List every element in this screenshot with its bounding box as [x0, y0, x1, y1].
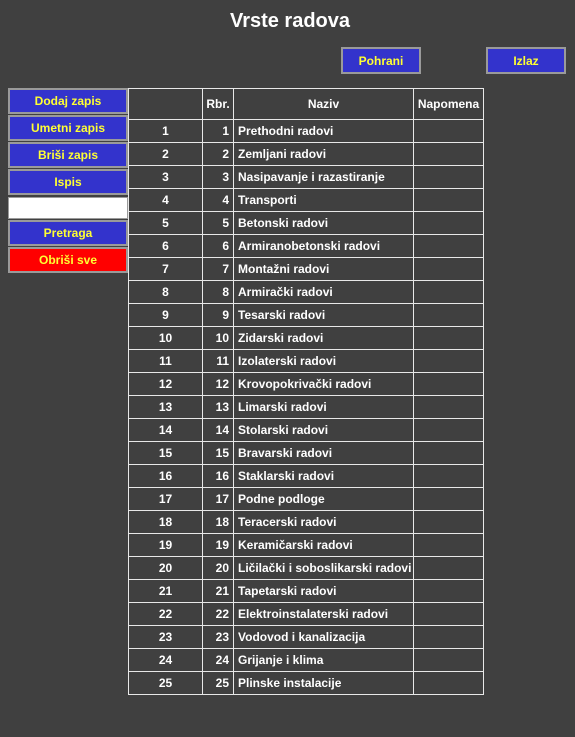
search-input[interactable]: [8, 197, 128, 219]
cell-id[interactable]: 3: [129, 166, 203, 189]
cell-napomena[interactable]: [414, 143, 484, 166]
cell-rbr[interactable]: 7: [203, 258, 234, 281]
table-header-row: [129, 89, 484, 120]
table-row[interactable]: [129, 626, 484, 649]
cell-id[interactable]: 19: [129, 534, 203, 557]
cell-rbr[interactable]: 1: [203, 120, 234, 143]
cell-rbr[interactable]: 16: [203, 465, 234, 488]
cell-id[interactable]: 17: [129, 488, 203, 511]
cell-rbr[interactable]: 22: [203, 603, 234, 626]
cell-rbr[interactable]: 8: [203, 281, 234, 304]
cell-id[interactable]: 13: [129, 396, 203, 419]
cell-napomena[interactable]: [414, 281, 484, 304]
cell-napomena[interactable]: [414, 396, 484, 419]
table-row[interactable]: [129, 304, 484, 327]
cell-napomena[interactable]: [414, 649, 484, 672]
cell-napomena[interactable]: [414, 258, 484, 281]
table-row[interactable]: [129, 373, 484, 396]
cell-napomena[interactable]: [414, 557, 484, 580]
cell-napomena[interactable]: [414, 189, 484, 212]
cell-naziv[interactable]: Armirački radovi: [234, 281, 414, 304]
search-button[interactable]: Pretraga: [8, 220, 128, 246]
cell-naziv[interactable]: Ličilački i soboslikarski radovi: [234, 557, 414, 580]
cell-napomena[interactable]: [414, 465, 484, 488]
cell-id[interactable]: 6: [129, 235, 203, 258]
cell-napomena[interactable]: [414, 327, 484, 350]
cell-napomena[interactable]: [414, 534, 484, 557]
cell-naziv[interactable]: Zidarski radovi: [234, 327, 414, 350]
cell-id[interactable]: 1: [129, 120, 203, 143]
table-row[interactable]: [129, 143, 484, 166]
column-header-id: [129, 89, 203, 120]
cell-napomena[interactable]: [414, 442, 484, 465]
table-body: [129, 120, 484, 695]
table-row[interactable]: [129, 557, 484, 580]
table-row[interactable]: [129, 419, 484, 442]
cell-id[interactable]: 5: [129, 212, 203, 235]
table-row[interactable]: [129, 649, 484, 672]
cell-napomena[interactable]: [414, 212, 484, 235]
cell-id[interactable]: 20: [129, 557, 203, 580]
cell-rbr[interactable]: 17: [203, 488, 234, 511]
cell-id[interactable]: 16: [129, 465, 203, 488]
cell-id[interactable]: 15: [129, 442, 203, 465]
cell-napomena[interactable]: [414, 120, 484, 143]
sidebar: [8, 88, 128, 274]
cell-rbr[interactable]: 18: [203, 511, 234, 534]
cell-id[interactable]: 18: [129, 511, 203, 534]
cell-id[interactable]: 11: [129, 350, 203, 373]
table-row[interactable]: [129, 212, 484, 235]
column-header-rbr: Rbr.: [203, 89, 234, 120]
table-row[interactable]: [129, 511, 484, 534]
add-record-button[interactable]: Dodaj zapis: [8, 88, 128, 114]
cell-napomena[interactable]: [414, 350, 484, 373]
cell-id[interactable]: 2: [129, 143, 203, 166]
table-row[interactable]: [129, 281, 484, 304]
table-row[interactable]: [129, 442, 484, 465]
cell-id[interactable]: 22: [129, 603, 203, 626]
cell-naziv[interactable]: Stolarski radovi: [234, 419, 414, 442]
table-row[interactable]: [129, 396, 484, 419]
cell-naziv[interactable]: Tapetarski radovi: [234, 580, 414, 603]
cell-napomena[interactable]: [414, 626, 484, 649]
cell-id[interactable]: 4: [129, 189, 203, 212]
table-row[interactable]: [129, 672, 484, 695]
exit-button[interactable]: Izlaz: [486, 47, 566, 74]
cell-naziv[interactable]: Limarski radovi: [234, 396, 414, 419]
cell-rbr[interactable]: 19: [203, 534, 234, 557]
cell-id[interactable]: 21: [129, 580, 203, 603]
cell-rbr[interactable]: 2: [203, 143, 234, 166]
table-row[interactable]: [129, 189, 484, 212]
cell-naziv[interactable]: Armiranobetonski radovi: [234, 235, 414, 258]
cell-naziv[interactable]: Montažni radovi: [234, 258, 414, 281]
table-row[interactable]: [129, 603, 484, 626]
cell-naziv[interactable]: Izolaterski radovi: [234, 350, 414, 373]
table-row[interactable]: [129, 166, 484, 189]
column-header-naziv: Naziv: [234, 89, 414, 120]
table-row[interactable]: [129, 534, 484, 557]
cell-naziv[interactable]: Keramičarski radovi: [234, 534, 414, 557]
table-row[interactable]: [129, 327, 484, 350]
cell-id[interactable]: 10: [129, 327, 203, 350]
cell-rbr[interactable]: 24: [203, 649, 234, 672]
cell-naziv[interactable]: Podne podloge: [234, 488, 414, 511]
cell-naziv[interactable]: Prethodni radovi: [234, 120, 414, 143]
delete-record-button[interactable]: Briši zapis: [8, 142, 128, 168]
cell-napomena[interactable]: [414, 580, 484, 603]
cell-rbr[interactable]: 21: [203, 580, 234, 603]
cell-naziv[interactable]: Tesarski radovi: [234, 304, 414, 327]
cell-naziv[interactable]: Elektroinstalaterski radovi: [234, 603, 414, 626]
cell-napomena[interactable]: [414, 235, 484, 258]
table-row[interactable]: [129, 120, 484, 143]
save-button[interactable]: Pohrani: [341, 47, 421, 74]
cell-napomena[interactable]: [414, 603, 484, 626]
column-header-napomena: Napomena: [414, 89, 484, 120]
cell-rbr[interactable]: 25: [203, 672, 234, 695]
cell-rbr[interactable]: 12: [203, 373, 234, 396]
cell-naziv[interactable]: Vodovod i kanalizacija: [234, 626, 414, 649]
cell-id[interactable]: 25: [129, 672, 203, 695]
cell-rbr[interactable]: 15: [203, 442, 234, 465]
cell-naziv[interactable]: Bravarski radovi: [234, 442, 414, 465]
cell-id[interactable]: 9: [129, 304, 203, 327]
cell-napomena[interactable]: [414, 511, 484, 534]
cell-rbr[interactable]: 23: [203, 626, 234, 649]
cell-rbr[interactable]: 20: [203, 557, 234, 580]
cell-id[interactable]: 7: [129, 258, 203, 281]
cell-naziv[interactable]: Transporti: [234, 189, 414, 212]
cell-rbr[interactable]: 13: [203, 396, 234, 419]
print-button[interactable]: Ispis: [8, 169, 128, 195]
cell-napomena[interactable]: [414, 166, 484, 189]
cell-id[interactable]: 12: [129, 373, 203, 396]
table-row[interactable]: [129, 350, 484, 373]
cell-napomena[interactable]: [414, 304, 484, 327]
cell-naziv[interactable]: Zemljani radovi: [234, 143, 414, 166]
cell-rbr[interactable]: 10: [203, 327, 234, 350]
cell-naziv[interactable]: Grijanje i klima: [234, 649, 414, 672]
cell-naziv[interactable]: Krovopokrivački radovi: [234, 373, 414, 396]
records-table: [128, 88, 484, 695]
clear-all-button[interactable]: Obriši sve: [8, 247, 128, 273]
cell-rbr[interactable]: 11: [203, 350, 234, 373]
cell-napomena[interactable]: [414, 373, 484, 396]
insert-record-button[interactable]: Umetni zapis: [8, 115, 128, 141]
cell-naziv[interactable]: Betonski radovi: [234, 212, 414, 235]
cell-rbr[interactable]: 14: [203, 419, 234, 442]
cell-naziv[interactable]: Plinske instalacije: [234, 672, 414, 695]
table-row[interactable]: [129, 258, 484, 281]
cell-id[interactable]: 23: [129, 626, 203, 649]
table-row[interactable]: [129, 580, 484, 603]
cell-naziv[interactable]: Teracerski radovi: [234, 511, 414, 534]
cell-naziv[interactable]: Staklarski radovi: [234, 465, 414, 488]
cell-rbr[interactable]: 6: [203, 235, 234, 258]
cell-napomena[interactable]: [414, 488, 484, 511]
cell-napomena[interactable]: [414, 672, 484, 695]
cell-id[interactable]: 24: [129, 649, 203, 672]
page-title: Vrste radova: [229, 10, 351, 32]
cell-rbr[interactable]: 5: [203, 212, 234, 235]
table-row[interactable]: [129, 235, 484, 258]
cell-napomena[interactable]: [414, 419, 484, 442]
table-row[interactable]: [129, 488, 484, 511]
cell-naziv[interactable]: Nasipavanje i razastiranje: [234, 166, 414, 189]
table-row[interactable]: [129, 465, 484, 488]
cell-rbr[interactable]: 4: [203, 189, 234, 212]
cell-rbr[interactable]: 3: [203, 166, 234, 189]
cell-rbr[interactable]: 9: [203, 304, 234, 327]
cell-id[interactable]: 14: [129, 419, 203, 442]
cell-id[interactable]: 8: [129, 281, 203, 304]
